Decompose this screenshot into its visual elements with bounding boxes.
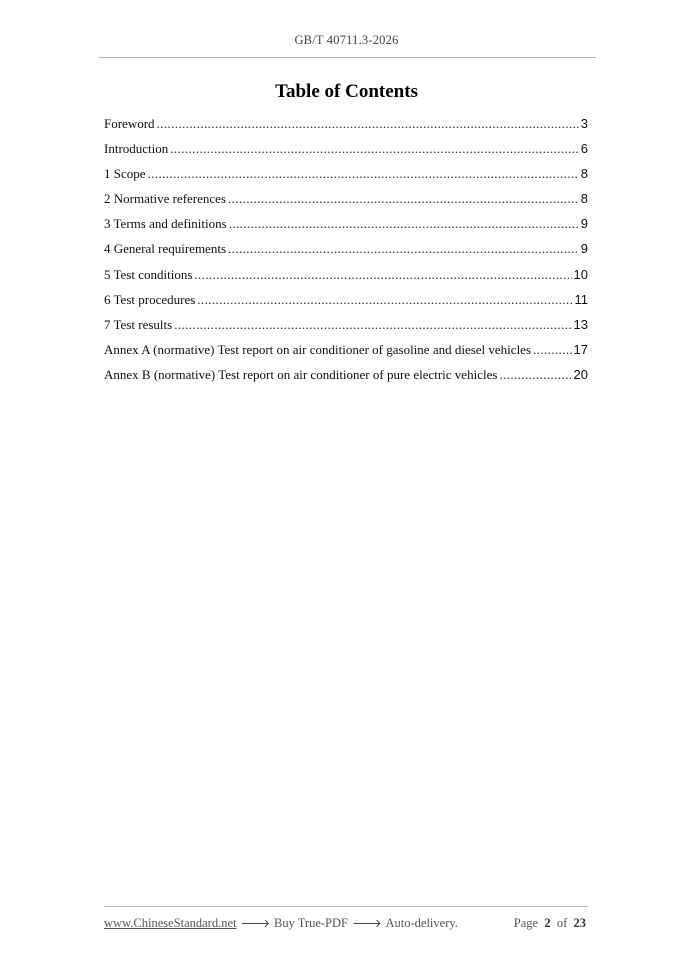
- toc-entry-normative-references[interactable]: [104, 191, 588, 216]
- toc-dot-leader: [229, 216, 579, 232]
- toc-entry-label: Annex A (normative) Test report on air conditioner of gasoline and diesel vehicles: [104, 341, 532, 357]
- total-pages-number: 23: [573, 916, 586, 930]
- toc-dot-leader: [228, 241, 579, 257]
- toc-entry-terms-and-definitions[interactable]: [104, 216, 588, 241]
- toc-entry-page: 3: [580, 116, 588, 131]
- toc-dot-leader: [174, 317, 571, 333]
- toc-entry-test-results[interactable]: [104, 317, 588, 342]
- toc-entry-general-requirements[interactable]: [104, 241, 588, 266]
- toc-entry-page: 6: [580, 141, 588, 157]
- page-label: Page: [513, 916, 539, 930]
- document-code: GB/T 40711.3-2026: [294, 33, 399, 47]
- toc-entry-foreword[interactable]: [104, 116, 588, 141]
- of-label: of: [556, 916, 568, 930]
- toc-dot-leader: [157, 116, 579, 132]
- toc-entry-page: 8: [580, 166, 588, 182]
- right-arrow-icon: 🡒: [240, 917, 270, 930]
- toc-entry-page: 13: [573, 316, 588, 332]
- toc-entry-label: 7 Test results: [104, 316, 173, 332]
- toc-entry-scope[interactable]: [104, 166, 588, 191]
- toc-entry-annex-a[interactable]: [104, 342, 588, 367]
- toc-entry-label: Introduction: [104, 141, 169, 157]
- page-counter: [514, 916, 586, 931]
- toc-entry-label: 6 Test procedures: [104, 291, 196, 307]
- toc-entry-page: 9: [580, 216, 588, 232]
- toc-entry-label: 5 Test conditions: [104, 266, 193, 282]
- toc-dot-leader: [170, 141, 579, 157]
- toc-entry-page: 17: [573, 341, 588, 357]
- toc-entry-page: 10: [573, 266, 588, 282]
- toc-dot-leader: [228, 191, 579, 207]
- toc-entry-page: 11: [574, 291, 588, 307]
- toc-entry-page: 8: [580, 191, 588, 207]
- footer-promo: [104, 916, 458, 931]
- toc-entry-label: 3 Terms and definitions: [104, 216, 227, 232]
- toc-entry-test-procedures[interactable]: [104, 292, 588, 317]
- toc-entry-label: Foreword: [104, 116, 155, 131]
- toc-entry-label: 2 Normative references: [104, 191, 226, 207]
- footer-divider: [104, 906, 588, 907]
- current-page-number: 2: [544, 916, 551, 930]
- auto-delivery-text: Auto-delivery.: [385, 916, 458, 930]
- toc-entry-introduction[interactable]: [104, 141, 588, 166]
- right-arrow-icon: 🡒: [352, 917, 382, 930]
- toc-entry-page: 9: [580, 241, 588, 257]
- toc-list: [104, 116, 588, 392]
- toc-entry-test-conditions[interactable]: [104, 267, 588, 292]
- page-footer: [104, 916, 586, 931]
- toc-dot-leader: [197, 292, 572, 308]
- toc-dot-leader: [533, 342, 572, 358]
- buy-true-pdf-link[interactable]: Buy True-PDF: [274, 916, 348, 930]
- toc-dot-leader: [194, 267, 571, 283]
- toc-entry-annex-b[interactable]: [104, 367, 588, 392]
- header-divider: [98, 57, 596, 58]
- toc-entry-label: 4 General requirements: [104, 241, 227, 257]
- toc-dot-leader: [148, 166, 579, 182]
- toc-entry-label: 1 Scope: [104, 166, 146, 182]
- toc-entry-label: Annex B (normative) Test report on air conditioner of pure electric vehicles: [104, 366, 498, 382]
- toc-dot-leader: [499, 367, 571, 383]
- toc-title: Table of Contents: [275, 81, 418, 102]
- toc-entry-page: 20: [573, 366, 588, 382]
- website-link[interactable]: www.ChineseStandard.net: [104, 916, 237, 930]
